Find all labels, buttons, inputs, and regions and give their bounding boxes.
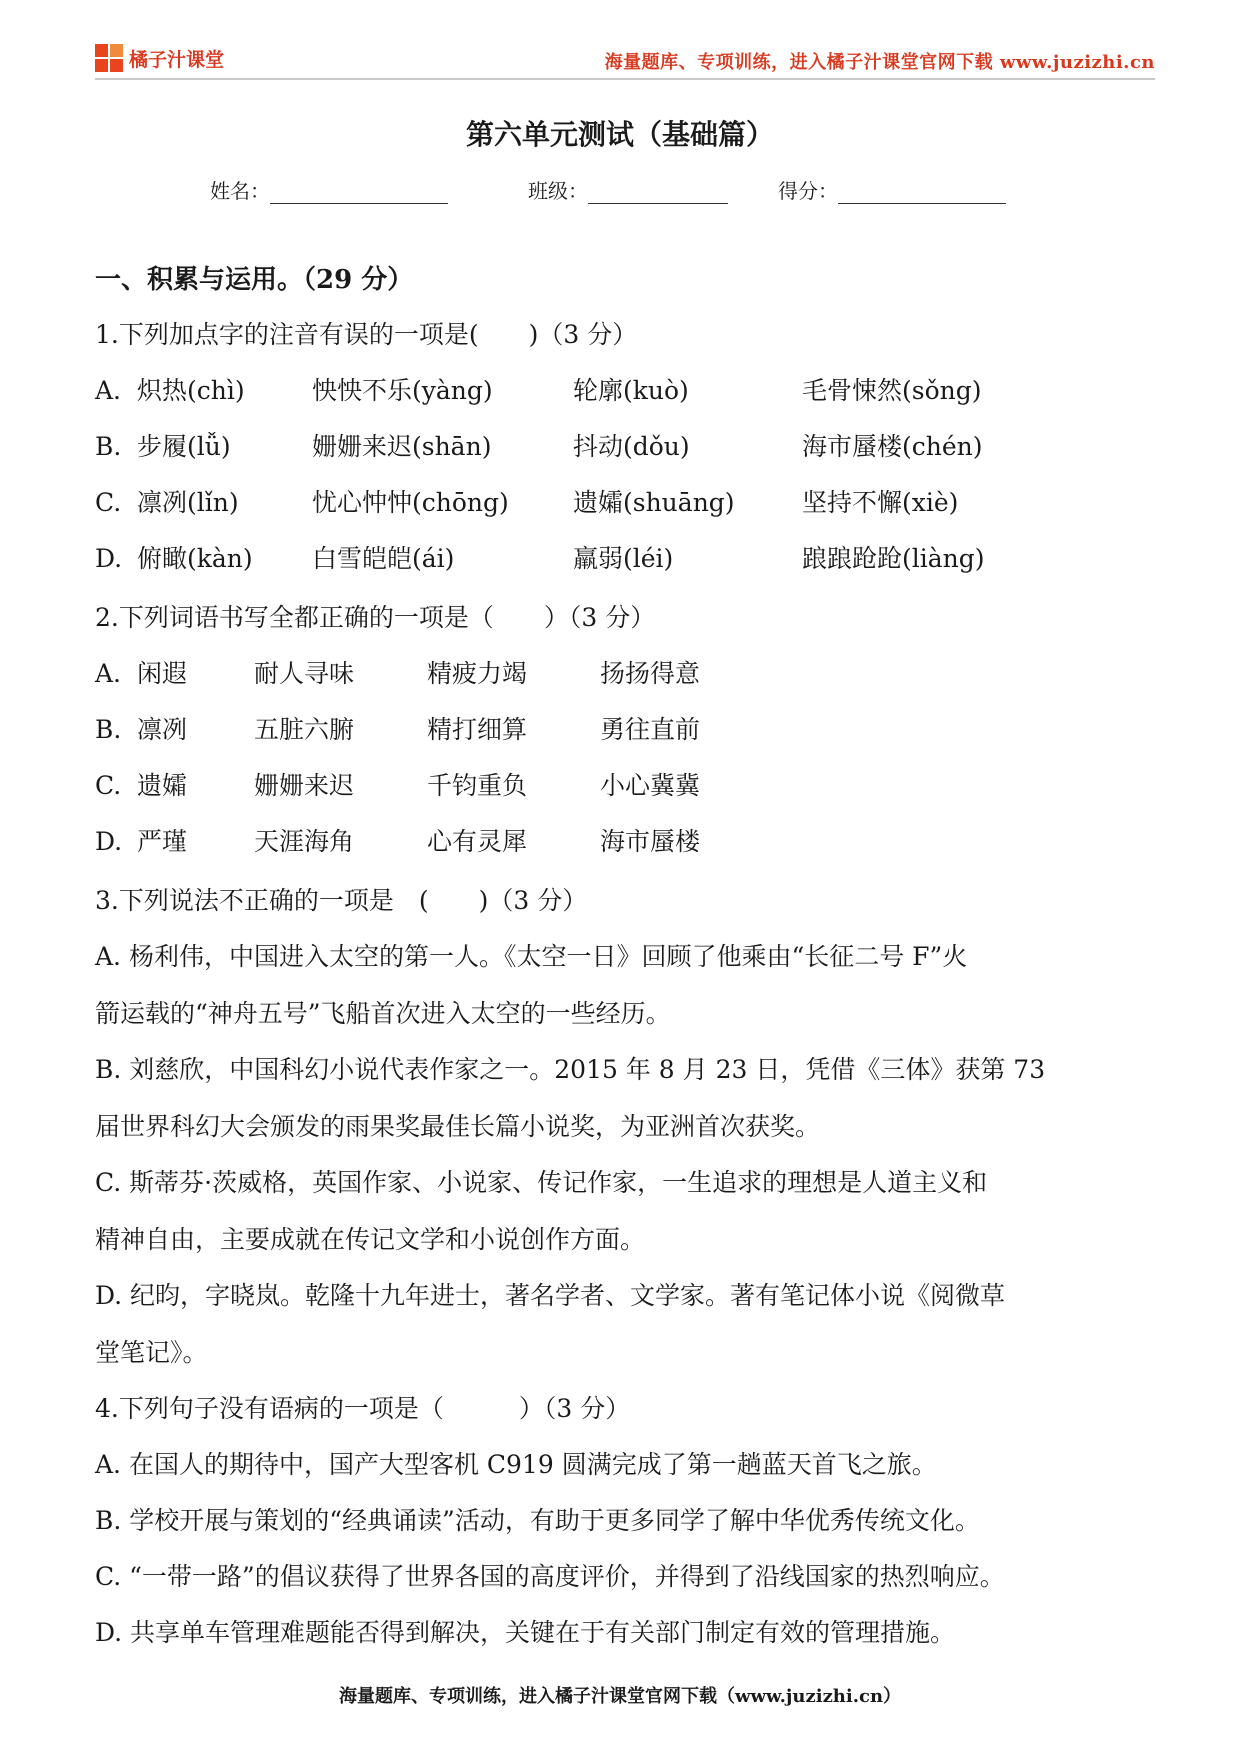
option-item: 扬扬得意 — [600, 659, 701, 688]
option-letter: A. — [95, 376, 122, 405]
score-blank — [838, 181, 1006, 204]
option-item: 严瑾 — [137, 827, 188, 856]
option-item: 炽热(chì) — [137, 376, 245, 405]
name-blank — [270, 181, 448, 204]
option-letter: D. — [95, 544, 123, 573]
text-line: C. 斯蒂芬·茨威格，英国作家、小说家、传记作家，一生追求的理想是人道主义和 — [95, 1168, 988, 1197]
text-line: D. 共享单车管理难题能否得到解决，关键在于有关部门制定有效的管理措施。 — [95, 1618, 956, 1647]
option-item: 遗孀(shuāng) — [573, 488, 735, 517]
option-item: 轮廓(kuò) — [573, 376, 689, 405]
page-title: 第六单元测试（基础篇） — [465, 118, 774, 151]
option-item: 海市蜃楼(chén) — [802, 432, 983, 461]
option-item: 耐人寻味 — [254, 659, 355, 688]
name-field — [210, 175, 448, 204]
option-item: 姗姗来迟(shān) — [312, 432, 492, 461]
text-line: B. 刘慈欣，中国科幻小说代表作家之一。2015 年 8 月 23 日，凭借《三体》获第 73 — [95, 1055, 1046, 1084]
text-line: A. 在国人的期待中，国产大型客机 C919 圆满完成了第一趟蓝天首飞之旅。 — [95, 1450, 937, 1479]
question-4-stem: 4.下列句子没有语病的一项是（ ）（3 分） — [95, 1394, 631, 1423]
option-letter: B. — [95, 715, 122, 744]
option-item: 小心冀冀 — [600, 771, 701, 800]
option-item: 心有灵犀 — [427, 827, 528, 856]
question-2-stem: 2.下列词语书写全都正确的一项是（ ）（3 分） — [95, 603, 656, 632]
class-field — [528, 175, 728, 204]
option-item: 羸弱(léi) — [573, 544, 674, 573]
score-label: 得分： — [778, 179, 838, 203]
option-item: 踉踉跄跄(liàng) — [802, 544, 985, 573]
option-item: 闲遐 — [137, 659, 188, 688]
option-item: 姗姗来迟 — [254, 771, 355, 800]
option-item: 遗孀 — [137, 771, 188, 800]
logo-text: 橘子汁课堂 — [129, 48, 225, 71]
text-line: B. 学校开展与策划的“经典诵读”活动，有助于更多同学了解中华优秀传统文化。 — [95, 1506, 980, 1535]
option-item: 抖动(dǒu) — [573, 432, 690, 461]
text-line: 堂笔记》。 — [95, 1337, 208, 1367]
option-item: 毛骨悚然(sǒng) — [802, 376, 982, 405]
option-item: 俯瞰(kàn) — [137, 544, 253, 573]
text-line: D. 纪昀，字晓岚。乾隆十九年进士，著名学者、文学家。著有笔记体小说《阅微草 — [95, 1281, 1006, 1310]
option-item: 忧心忡忡(chōng) — [312, 488, 509, 517]
option-item: 怏怏不乐(yàng) — [312, 376, 493, 405]
text-line: C. “一带一路”的倡议获得了世界各国的高度评价，并得到了沿线国家的热烈响应。 — [95, 1562, 1005, 1591]
text-line: 届世界科幻大会颁发的雨果奖最佳长篇小说奖，为亚洲首次获奖。 — [95, 1111, 821, 1141]
option-item: 千钧重负 — [427, 771, 528, 800]
class-label: 班级： — [528, 179, 588, 203]
name-label: 姓名： — [210, 179, 270, 203]
page-header — [95, 44, 1155, 80]
question-1-stem: 1.下列加点字的注音有误的一项是( )（3 分） — [95, 320, 638, 349]
logo-icon — [95, 44, 123, 72]
text-line: 箭运载的“神舟五号”飞船首次进入太空的一些经历。 — [95, 998, 671, 1028]
option-item: 五脏六腑 — [254, 715, 355, 744]
option-item: 精打细算 — [427, 715, 528, 744]
option-item: 精疲力竭 — [427, 659, 528, 688]
option-item: 天涯海角 — [254, 827, 355, 856]
section-heading: 一、积累与运用。（29 分） — [95, 265, 414, 295]
option-item: 勇往直前 — [600, 715, 701, 744]
option-item: 坚持不懈(xiè) — [802, 488, 959, 517]
option-letter: C. — [95, 771, 122, 800]
question-3-stem: 3.下列说法不正确的一项是 ( )（3 分） — [95, 886, 588, 915]
header-tagline: 海量题库、专项训练，进入橘子汁课堂官网下载 www.juzizhi.cn — [604, 52, 1155, 73]
option-letter: D. — [95, 827, 123, 856]
page-footer: 海量题库、专项训练，进入橘子汁课堂官网下载（www.juzizhi.cn） — [338, 1686, 902, 1707]
score-field — [778, 175, 1006, 204]
text-line: A. 杨利伟，中国进入太空的第一人。《太空一日》回顾了他乘由“长征二号 F”火 — [95, 942, 968, 971]
option-item: 凛冽 — [137, 715, 188, 744]
option-item: 海市蜃楼 — [600, 827, 701, 856]
logo — [95, 44, 224, 72]
text-line: 精神自由，主要成就在传记文学和小说创作方面。 — [95, 1224, 646, 1254]
option-letter: B. — [95, 432, 122, 461]
option-item: 白雪皑皑(ái) — [312, 544, 455, 573]
option-letter: C. — [95, 488, 122, 517]
option-item: 步履(lǚ) — [137, 432, 231, 461]
option-item: 凛冽(lǐn) — [137, 488, 239, 517]
option-letter: A. — [95, 659, 122, 688]
class-blank — [588, 181, 728, 204]
